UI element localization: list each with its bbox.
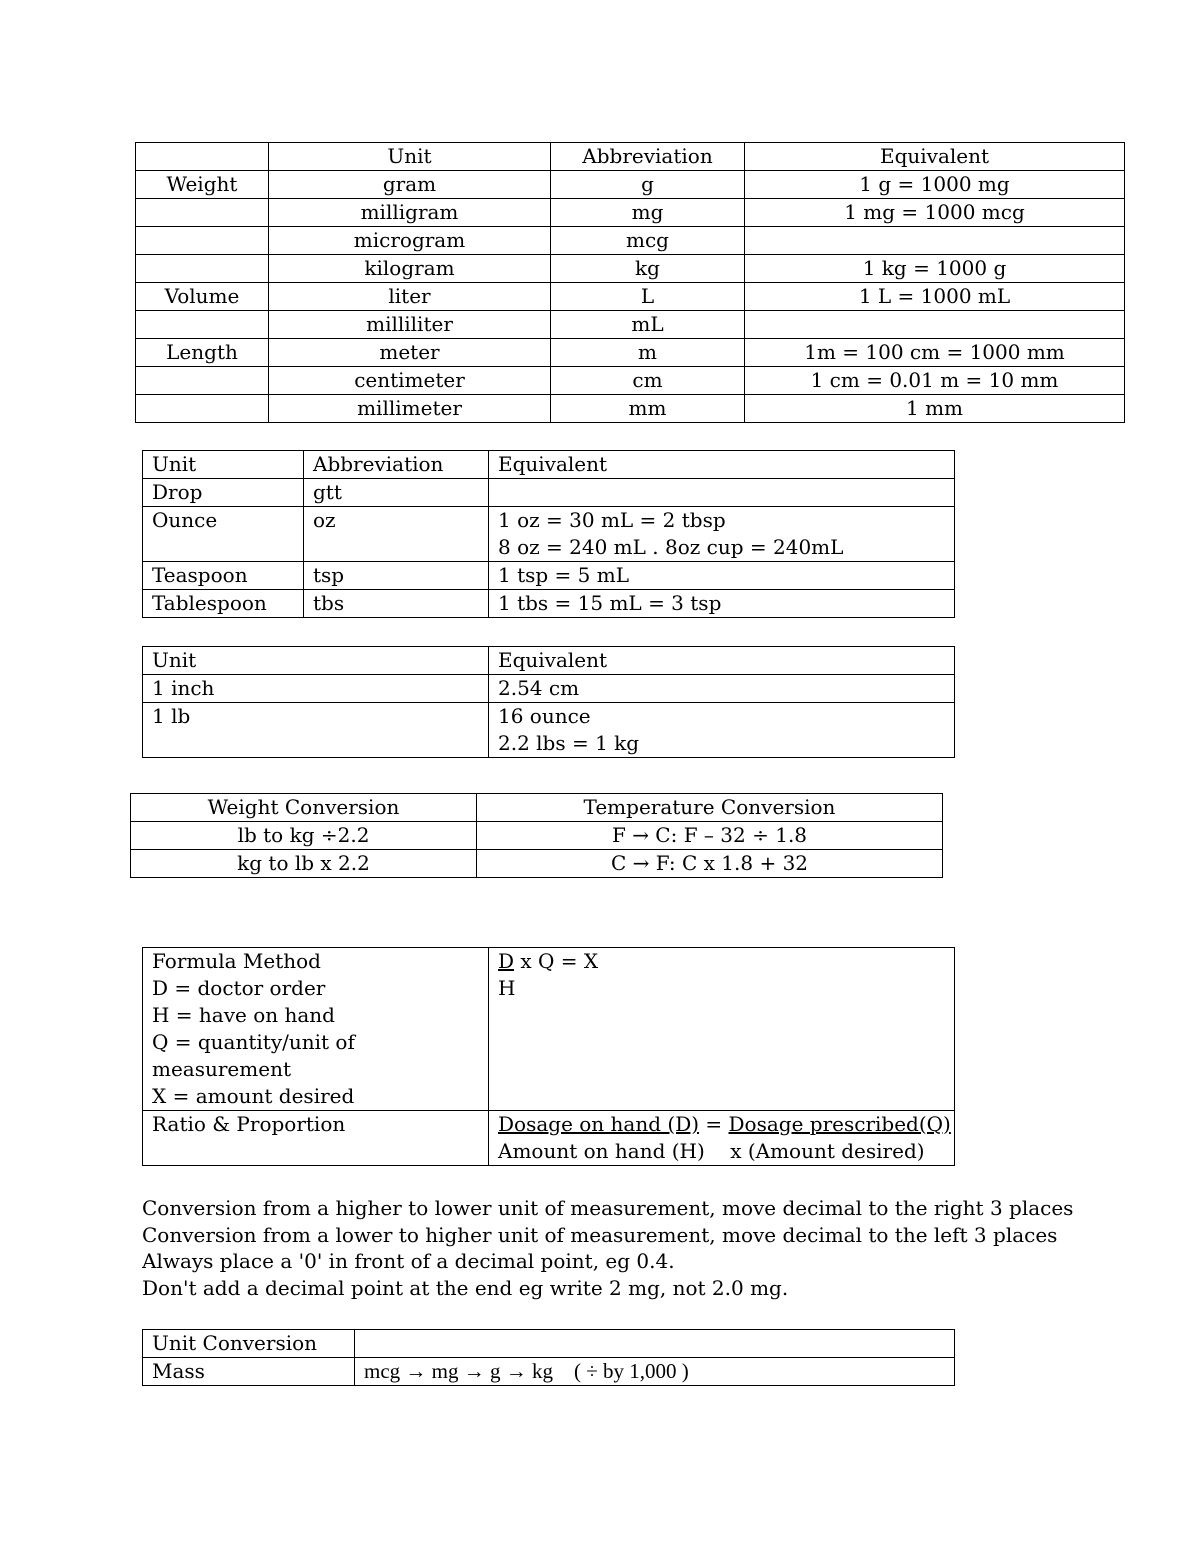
category-cell [136, 367, 269, 395]
header-cell: Equivalent [489, 647, 955, 675]
abbreviation-cell: mL [551, 311, 745, 339]
abbreviation-cell: tsp [304, 562, 489, 590]
unit-cell: liter [269, 283, 551, 311]
equivalent-cell: 1m = 100 cm = 1000 mm [745, 339, 1125, 367]
weight-conversion-cell: lb to kg ÷2.2 [131, 822, 477, 850]
category-cell [136, 395, 269, 423]
household-units-table [142, 450, 955, 618]
unit-cell: milligram [269, 199, 551, 227]
table-row [143, 479, 955, 507]
table-row [136, 171, 1125, 199]
abbreviation-cell: kg [551, 255, 745, 283]
unit-cell: microgram [269, 227, 551, 255]
category-cell [136, 255, 269, 283]
weight-temperature-conversion-table [130, 793, 943, 878]
table-row [143, 562, 955, 590]
ratio-expression-cell [489, 1111, 955, 1166]
category-cell [136, 311, 269, 339]
header-cell: Abbreviation [304, 451, 489, 479]
unit-cell: centimeter [269, 367, 551, 395]
ratio-numerator-prescribed: Dosage prescribed(Q) [728, 1112, 951, 1136]
equivalent-cell: 1 tbs = 15 mL = 3 tsp [489, 590, 955, 618]
equivalent-cell [745, 311, 1125, 339]
equivalent-cell: 1 mm [745, 395, 1125, 423]
table-row [136, 199, 1125, 227]
table-header-row [136, 143, 1125, 171]
category-cell: Length [136, 339, 269, 367]
misc-units-table [142, 646, 955, 758]
table-row [143, 507, 955, 562]
category-cell: Volume [136, 283, 269, 311]
abbreviation-cell: oz [304, 507, 489, 562]
header-cell: Equivalent [745, 143, 1125, 171]
category-cell: Weight [136, 171, 269, 199]
abbreviation-cell: mcg [551, 227, 745, 255]
abbreviation-cell: cm [551, 367, 745, 395]
equivalent-cell: 1 oz = 30 mL = 2 tbsp 8 oz = 240 mL . 8oz cup = 240mL [489, 507, 955, 562]
equivalent-cell [489, 479, 955, 507]
unit-cell: milliliter [269, 311, 551, 339]
equivalent-cell: 1 kg = 1000 g [745, 255, 1125, 283]
formula-expression-cell [489, 948, 955, 1111]
formula-method-cell: Formula Method D = doctor order H = have on hand Q = quantity/unit of measurement X = amount desired [143, 948, 489, 1111]
dosage-formula-table [142, 947, 955, 1166]
table-row [136, 367, 1125, 395]
header-cell: Temperature Conversion [477, 794, 943, 822]
formula-numerator-line [498, 948, 945, 975]
header-cell: Unit [269, 143, 551, 171]
ratio-numerator-line [498, 1111, 951, 1138]
unit-cell: 1 lb [143, 703, 489, 758]
unit-cell: millimeter [269, 395, 551, 423]
table-header-row [131, 794, 943, 822]
header-cell [355, 1330, 955, 1358]
table-header-row [143, 1330, 955, 1358]
formula-numerator: D [498, 949, 515, 973]
note-line: Always place a '0' in front of a decimal point, eg 0.4. [142, 1249, 675, 1274]
unit-cell: meter [269, 339, 551, 367]
ratio-proportion-label: Ratio & Proportion [143, 1111, 489, 1166]
abbreviation-cell: g [551, 171, 745, 199]
abbreviation-cell: tbs [304, 590, 489, 618]
header-cell [136, 143, 269, 171]
unit-cell: Drop [143, 479, 304, 507]
table-row [143, 1111, 955, 1166]
ratio-numerator-on-hand: Dosage on hand (D) [498, 1112, 700, 1136]
table-row [143, 590, 955, 618]
equivalent-cell: 16 ounce 2.2 lbs = 1 kg [489, 703, 955, 758]
temperature-conversion-cell: F → C: F – 32 ÷ 1.8 [477, 822, 943, 850]
table-row [143, 703, 955, 758]
header-cell: Unit Conversion [143, 1330, 355, 1358]
header-cell: Abbreviation [551, 143, 745, 171]
note-line: Conversion from a lower to higher unit of measurement, move decimal to the left 3 places [142, 1222, 1058, 1247]
unit-cell: Teaspoon [143, 562, 304, 590]
equivalent-cell: 1 L = 1000 mL [745, 283, 1125, 311]
equivalent-cell: 1 mg = 1000 mcg [745, 199, 1125, 227]
unit-cell: Ounce [143, 507, 304, 562]
table-row [136, 283, 1125, 311]
table-row [136, 339, 1125, 367]
table-row [143, 675, 955, 703]
conversion-notes [142, 1195, 1152, 1302]
unit-cell: kilogram [269, 255, 551, 283]
header-cell: Unit [143, 647, 489, 675]
table-row [136, 311, 1125, 339]
abbreviation-cell: mg [551, 199, 745, 227]
note-line: Don't add a decimal point at the end eg write 2 mg, not 2.0 mg. [142, 1276, 789, 1301]
table-header-row [143, 451, 955, 479]
abbreviation-cell: L [551, 283, 745, 311]
equivalent-cell: 1 tsp = 5 mL [489, 562, 955, 590]
note-line: Conversion from a higher to lower unit of measurement, move decimal to the right 3 places [142, 1196, 1074, 1220]
mass-label-cell: Mass [143, 1358, 355, 1386]
category-cell [136, 199, 269, 227]
equivalent-cell: 1 g = 1000 mg [745, 171, 1125, 199]
table-row [143, 948, 955, 1111]
table-row [136, 255, 1125, 283]
unit-cell: Tablespoon [143, 590, 304, 618]
header-cell: Equivalent [489, 451, 955, 479]
ratio-equals: = [699, 1112, 729, 1136]
abbreviation-cell: m [551, 339, 745, 367]
unit-conversion-table [142, 1329, 955, 1386]
ratio-denominator-line: Amount on hand (H) x (Amount desired) [498, 1139, 925, 1163]
abbreviation-cell: mm [551, 395, 745, 423]
table-header-row [143, 647, 955, 675]
abbreviation-cell: gtt [304, 479, 489, 507]
table-row [136, 227, 1125, 255]
table-row [136, 395, 1125, 423]
header-cell: Unit [143, 451, 304, 479]
equivalent-cell [745, 227, 1125, 255]
table-row [143, 1358, 955, 1386]
table-row [131, 850, 943, 878]
formula-rest: x Q = X [514, 949, 599, 973]
unit-cell: 1 inch [143, 675, 489, 703]
equivalent-cell: 1 cm = 0.01 m = 10 mm [745, 367, 1125, 395]
mass-chain-cell: mcg → mg → g → kg ( ÷ by 1,000 ) [355, 1358, 955, 1386]
formula-denominator: H [498, 976, 516, 1000]
unit-cell: gram [269, 171, 551, 199]
category-cell [136, 227, 269, 255]
header-cell: Weight Conversion [131, 794, 477, 822]
table-row [131, 822, 943, 850]
temperature-conversion-cell: C → F: C x 1.8 + 32 [477, 850, 943, 878]
weight-conversion-cell: kg to lb x 2.2 [131, 850, 477, 878]
equivalent-cell: 2.54 cm [489, 675, 955, 703]
metric-units-table [135, 142, 1125, 423]
